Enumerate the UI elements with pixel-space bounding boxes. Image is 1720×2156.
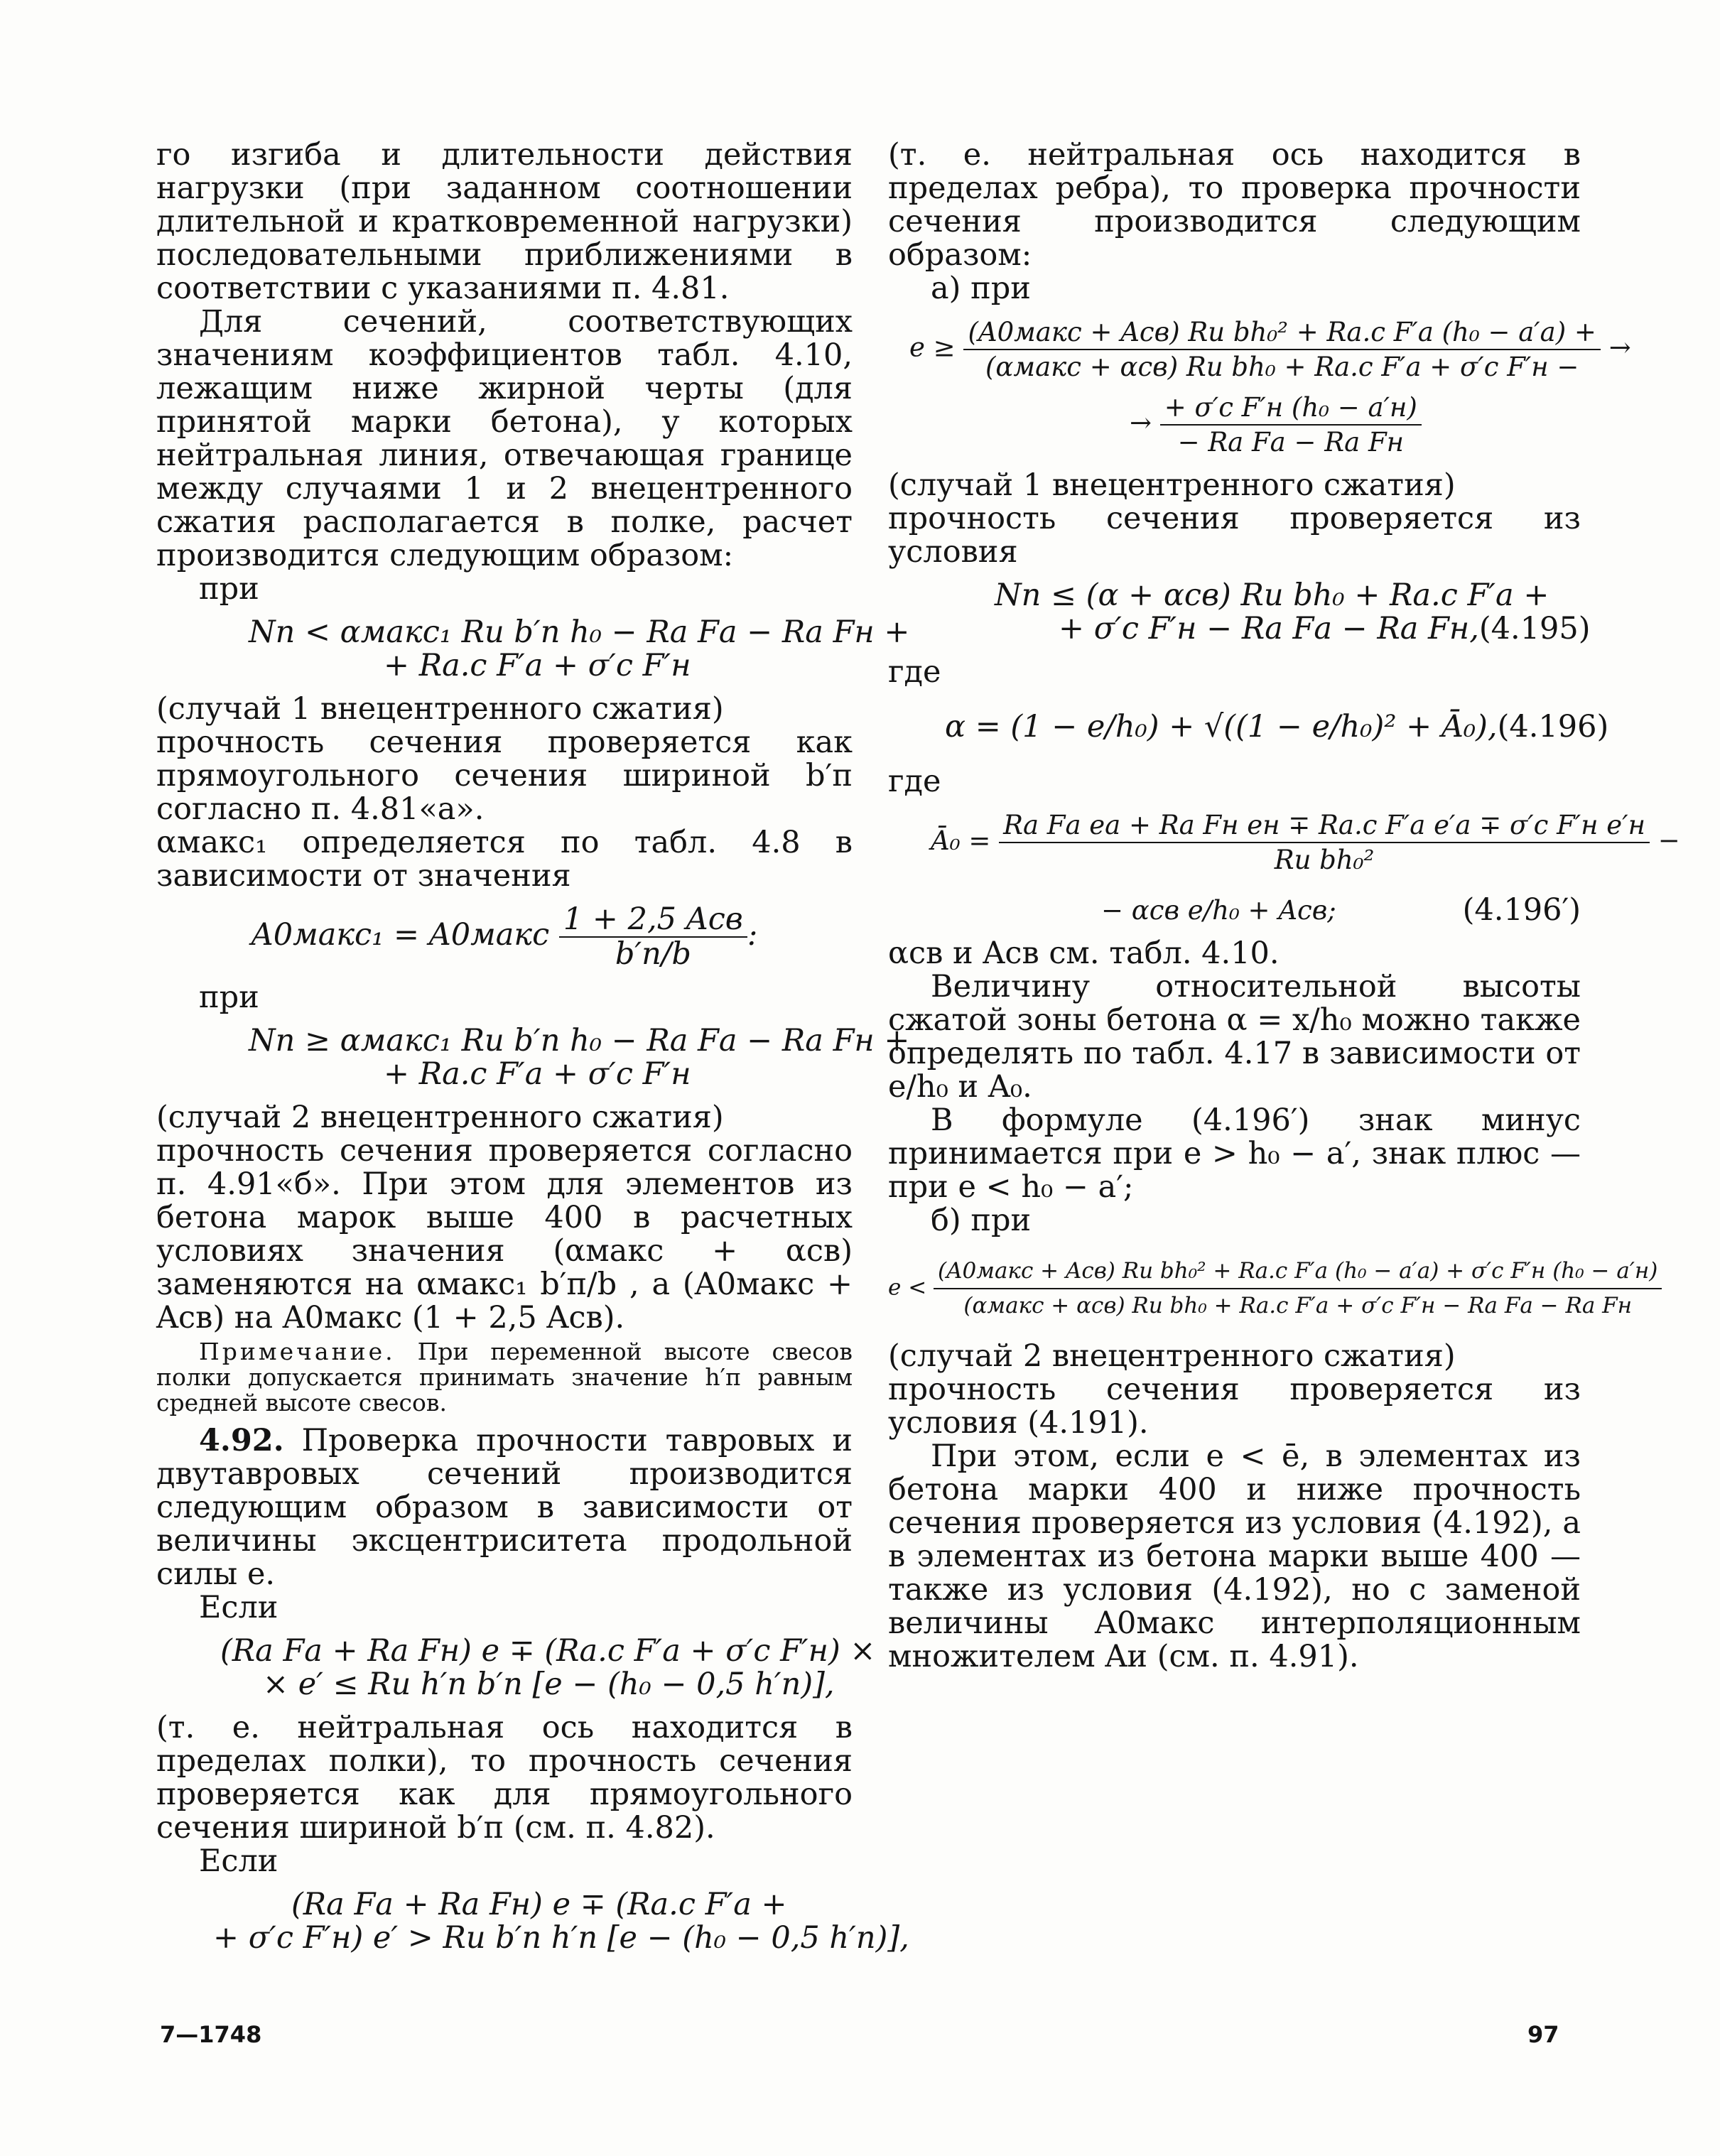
- left-column: [156, 137, 910, 1965]
- paragraph: При этом, если e < ē, в элементах из бетона марки 400 и ниже прочность сечения проверяется из условия (4.192), а в элементах из бетона марки выше 400 — также из условия (4.192), но с заменой величины A0макс интерполяционным множителем Aи (см. п. 4.91).: [888, 1439, 1581, 1674]
- case-label: (случай 1 внецентренного сжатия): [888, 467, 1456, 503]
- formula-4-196-prime: Ā₀ = $\frac{\text{Rа Fа eа + Rа Fн eн ∓ Rа.с F′а e′а ∓ σ′с F′н e′н}}{\text{Rи bh₀²}}$ − − αсв e/h₀ + Aсв; (4.196′): [931, 810, 1680, 928]
- formula-case2-condition: Nп ≥ αмакс₁ Rи b′п h₀ − Rа Fа − Rа Fн + + Rа.с F′а + σ′с F′н: [249, 1023, 910, 1092]
- fraction: (A0макс + Aсв) Rи bh₀² + Rа.с F′а (h₀ − a′а) + σ′с F′н (h₀ − a′н) (αмакс + αсв) Rи bh₀ + Rа.с F′а + σ′с F′н − Rа Fа − Rа Fн: [934, 1255, 1662, 1323]
- right-column: [888, 137, 1680, 1674]
- paragraph: (т. е. нейтральная ось находится в пределах ребра), то проверка прочности сечения производится следующим образом:: [888, 137, 1581, 273]
- paragraph: прочность сечения проверяется из условия: [888, 501, 1581, 570]
- equation-number: (4.196): [1497, 709, 1609, 744]
- paragraph: В формуле (4.196′) знак минус принимается при e > h₀ − a′, знак плюс — при e < h₀ − a′;: [888, 1103, 1581, 1205]
- printer-signature: 7—1748: [160, 2021, 262, 2048]
- paragraph: прочность сечения проверяется из условия (4.191).: [888, 1372, 1581, 1441]
- formula-4-195: Nп ≤ (α + αсв) Rи bh₀ + Rа.с F′а + + σ′с F′н − Rа Fа − Rа Fн, (4.195): [995, 578, 1591, 646]
- label: где: [888, 764, 941, 799]
- formula-case2-eccentricity: e < (A0макс + Aсв) Rи bh₀² + Rа.с F′а (h₀ − a′а) + σ′с F′н (h₀ − a′н) (αмакс + αсв) Rи bh₀ + Rа.с F′а + σ′с F′н − Rа Fа − Rа Fн: [888, 1255, 1581, 1323]
- fraction: $\frac{\text{Rа Fа eа + Rа Fн eн ∓ Rа.с F′а e′а ∓ σ′с F′н e′н}}{\text{Rи bh₀²}}$: [999, 808, 1650, 877]
- condition-label: при: [199, 571, 259, 607]
- formula-flange-condition: (Rа Fа + Rа Fн) e ∓ (Rа.с F′а + σ′с F′н) × × e′ ≤ Rи h′п b′п [e − (h₀ − 0,5 h′п)],: [220, 1633, 876, 1702]
- fraction: $\frac{\text{1 + 2,5 Aсв}}{b'п/b}$: [559, 903, 747, 971]
- fraction: $\frac{\text{+ σ′с F′н (h₀ − a′н)}}{\text{− Rа Fа − Rа Fн}}$: [1160, 391, 1422, 459]
- formula-rib-condition: (Rа Fа + Rа Fн) e ∓ (Rа.с F′а + + σ′с F′н) e′ > Rи b′п h′п [e − (h₀ − 0,5 h′п)],: [213, 1887, 909, 1956]
- paragraph: го изгиба и длительности действия нагрузки (при заданном соотношении длительной и кратковременной нагрузки) последовательными приближениями в соответствии с указаниями п. 4.81.: [156, 137, 853, 306]
- paragraph: прочность сечения проверяется согласно п. 4.91«б». При этом для элементов из бетона марок выше 400 в расчетных условиях значения (αмакс + αсв) заменяются на αмакс₁ b′п/b , а (A0макс + Aсв) на A0макс (1 + 2,5 Aсв).: [156, 1133, 853, 1336]
- page-number: 97: [1527, 2021, 1559, 2048]
- paragraph: αсв и Aсв см. табл. 4.10.: [888, 936, 1280, 971]
- fraction: $\frac{\text{(A0макс + Aсв) Rи bh₀² + Rа.с F′а (h₀ − a′а) +}}{\text{(αмакс + αсв) Rи bh₀ + Rа.с F′а + σ′с F′н −}}$: [963, 315, 1601, 384]
- label: где: [888, 654, 941, 690]
- formula-4-196: α = (1 − e/h₀) + √((1 − e/h₀)² + Ā₀), (4.196): [945, 709, 1609, 744]
- case-label: (случай 2 внецентренного сжатия): [156, 1100, 724, 1135]
- paragraph: (т. е. нейтральная ось находится в пределах полки), то прочность сечения проверяется как для прямоугольного сечения шириной b′п (см. п. 4.82).: [156, 1710, 853, 1846]
- paragraph: прочность сечения проверяется как прямоугольного сечения шириной b′п согласно п. 4.81«а».: [156, 725, 853, 827]
- equation-number: (4.196′): [1462, 892, 1581, 928]
- paragraph: αмакс₁ определяется по табл. 4.8 в зависимости от значения: [156, 825, 853, 894]
- condition-label: Если: [199, 1590, 278, 1625]
- section-paragraph: 4.92. Проверка прочности тавровых и двутавровых сечений производится следующим образом в зависимости от величины эксцентриситета продольной силы e.: [156, 1423, 853, 1592]
- case-label: (случай 2 внецентренного сжатия): [888, 1338, 1456, 1374]
- paragraph: Для сечений, соответствующих значениям коэффициентов табл. 4.10, лежащим ниже жирной черты (для принятой марки бетона), у которых нейтральная линия, отвечающая границе между случаями 1 и 2 внецентренного сжатия располагается в полке, расчет производится следующим образом:: [156, 304, 853, 573]
- formula-case1-eccentricity: e ≥ $\frac{\text{(A0макс + Aсв) Rи bh₀² + Rа.с F′а (h₀ − a′а) +}}{\text{(αмакс + αсв) Rи bh₀ + Rа.с F′а + σ′с F′н −}}$ → → $\frac{\text{+ σ′с F′н (h₀ − a′н)}}{\text{− Rа Fа − Rа Fн}}$: [909, 317, 1631, 457]
- equation-number: (4.195): [1478, 611, 1591, 646]
- condition-label: б) при: [931, 1203, 1032, 1238]
- formula-a0-max: A0макс₁ = A0макс $\frac{\text{1 + 2,5 Aсв}}{b'п/b}$ :: [251, 901, 758, 972]
- note: Примечание. При переменной высоте свесов полки допускается принимать значение h′п равным средней высоте свесов.: [156, 1338, 853, 1416]
- condition-label: Если: [199, 1843, 278, 1879]
- case-label: (случай 1 внецентренного сжатия): [156, 691, 724, 727]
- paragraph: Величину относительной высоты сжатой зоны бетона α = x/h₀ можно также определять по табл. 4.17 в зависимости от e/h₀ и A₀.: [888, 969, 1581, 1105]
- condition-label: при: [199, 980, 259, 1015]
- formula-case1-condition: Nп < αмакс₁ Rи b′п h₀ − Rа Fа − Rа Fн + + Rа.с F′а + σ′с F′н: [249, 614, 910, 683]
- condition-label: а) при: [931, 271, 1031, 306]
